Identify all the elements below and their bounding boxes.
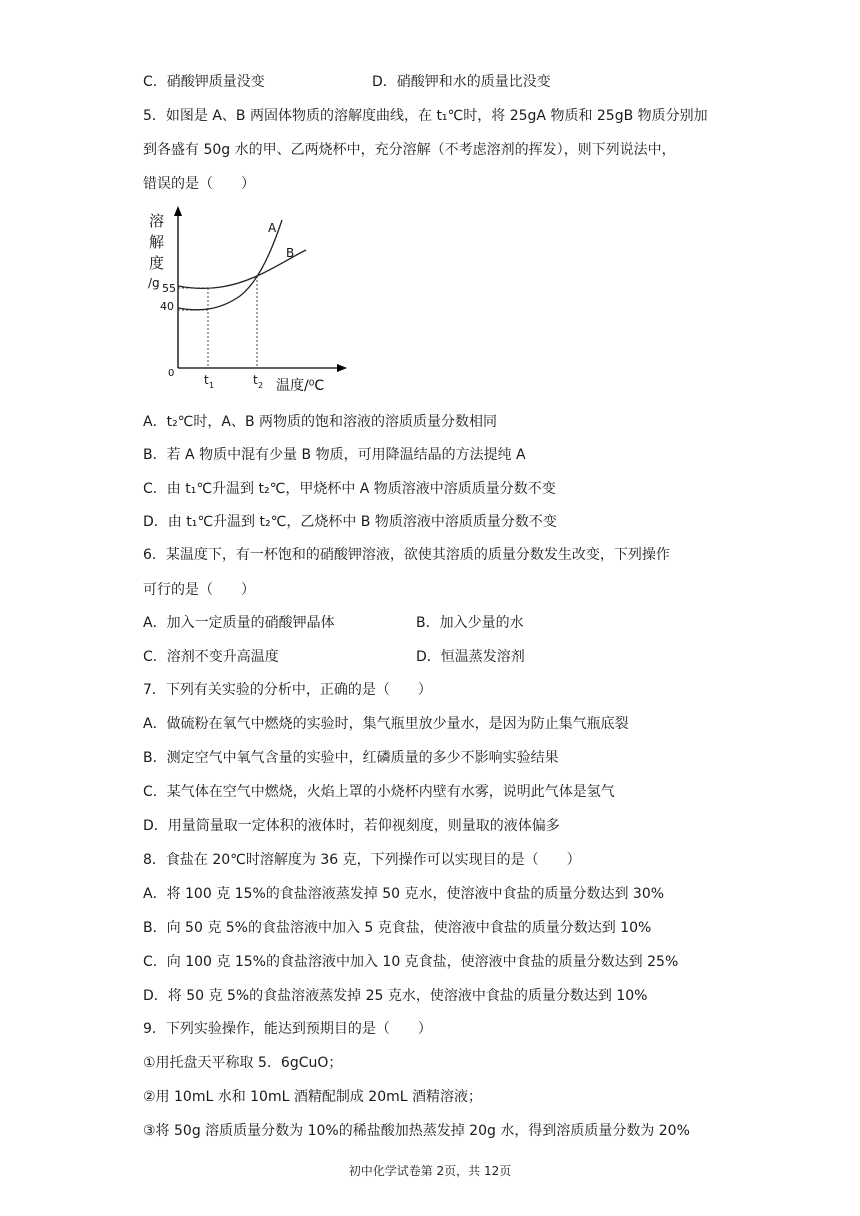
y-label-char-3: 度 [149, 254, 165, 272]
q6-stem-line2: 可行的是（ ） [143, 582, 255, 598]
q7-option-a: A．做硫粉在氧气中燃烧的实验时，集气瓶里放少量水，是因为防止集气瓶底裂 [143, 716, 629, 732]
q7-option-c: C．某气体在空气中燃烧，火焰上罩的小烧杯内壁有水雾，说明此气体是氢气 [143, 784, 615, 800]
q9-item-1: ①用托盘天平称取 5．6gCuO； [143, 1055, 343, 1071]
y-tick-55: 55 [162, 282, 176, 295]
x-tick-t1: t [204, 373, 209, 387]
q4-option-c: C．硝酸钾质量没变 [143, 74, 265, 90]
q8-option-a: A．将 100 克 15%的食盐溶液蒸发掉 50 克水，使溶液中食盐的质量分数达到 30% [143, 886, 665, 902]
y-tick-40: 40 [160, 300, 174, 313]
x-axis-label: 温度/⁰C [276, 378, 325, 394]
y-axis-arrow [174, 206, 182, 216]
q6-option-c: C．溶剂不变升高温度 [143, 649, 279, 665]
q8-stem: 8．食盐在 20℃时溶解度为 36 克，下列操作可以实现目的是（ ） [143, 852, 581, 868]
y-label-char-1: 溶 [149, 212, 165, 230]
q9-stem: 9．下列实验操作，能达到预期目的是（ ） [143, 1021, 432, 1037]
curve-b-label: B [286, 246, 295, 260]
q5-option-d: D．由 t₁℃升温到 t₂℃，乙烧杯中 B 物质溶液中溶质质量分数不变 [143, 514, 557, 530]
y-label-char-2: 解 [149, 233, 165, 251]
q8-option-c: C．向 100 克 15%的食盐溶液中加入 10 克食盐，使溶液中食盐的质量分数达到 25% [143, 954, 679, 970]
q8-option-d: D．将 50 克 5%的食盐溶液蒸发掉 25 克水，使溶液中食盐的质量分数达到 10% [143, 988, 648, 1004]
solubility-curve-graph [140, 200, 360, 400]
q5-stem-line1: 5．如图是 A、B 两固体物质的溶解度曲线，在 t₁℃时，将 25gA 物质和 25gB 物质分别加 [143, 108, 708, 124]
q5-stem-line3: 错误的是（ ） [143, 176, 255, 192]
x-tick-t1-sub: 1 [209, 381, 215, 390]
page-footer: 初中化学试卷第 2页，共 12页 [348, 1164, 512, 1178]
q9-item-2: ②用 10mL 水和 10mL 酒精配制成 20mL 酒精溶液； [143, 1089, 483, 1105]
x-tick-t2-sub: 2 [258, 381, 264, 390]
q4-option-d: D．硝酸钾和水的质量比没变 [372, 74, 551, 90]
q6-option-b: B．加入少量的水 [416, 615, 524, 631]
q7-option-b: B．测定空气中氧气含量的实验中，红磷质量的多少不影响实验结果 [143, 750, 559, 766]
curve-a [178, 220, 282, 310]
q9-item-3: ③将 50g 溶质质量分数为 10%的稀盐酸加热蒸发掉 20g 水，得到溶质质量分数为 20% [143, 1123, 690, 1139]
q5-option-c: C．由 t₁℃升温到 t₂℃，甲烧杯中 A 物质溶液中溶质质量分数不变 [143, 481, 556, 497]
q6-stem-line1: 6．某温度下，有一杯饱和的硝酸钾溶液，欲使其溶质的质量分数发生改变，下列操作 [143, 547, 670, 563]
q5-stem-line2: 到各盛有 50g 水的甲、乙两烧杯中，充分溶解（不考虑溶剂的挥发），则下列说法中， [143, 142, 676, 158]
q6-option-d: D．恒温蒸发溶剂 [416, 649, 525, 665]
y-label-unit: /g [148, 276, 160, 290]
q5-option-a: A．t₂℃时，A、B 两物质的饱和溶液的溶质质量分数相同 [143, 414, 498, 430]
curve-a-label: A [268, 221, 277, 235]
x-axis-arrow [337, 364, 347, 372]
q7-option-d: D．用量筒量取一定体积的液体时，若仰视刻度，则量取的液体偏多 [143, 818, 560, 834]
q5-option-b: B．若 A 物质中混有少量 B 物质，可用降温结晶的方法提纯 A [143, 447, 526, 463]
q7-stem: 7．下列有关实验的分析中，正确的是（ ） [143, 682, 432, 698]
q8-option-b: B．向 50 克 5%的食盐溶液中加入 5 克食盐，使溶液中食盐的质量分数达到 10% [143, 920, 652, 936]
origin-label: 0 [168, 368, 175, 379]
x-tick-t2: t [253, 373, 258, 387]
q6-option-a: A．加入一定质量的硝酸钾晶体 [143, 615, 335, 631]
